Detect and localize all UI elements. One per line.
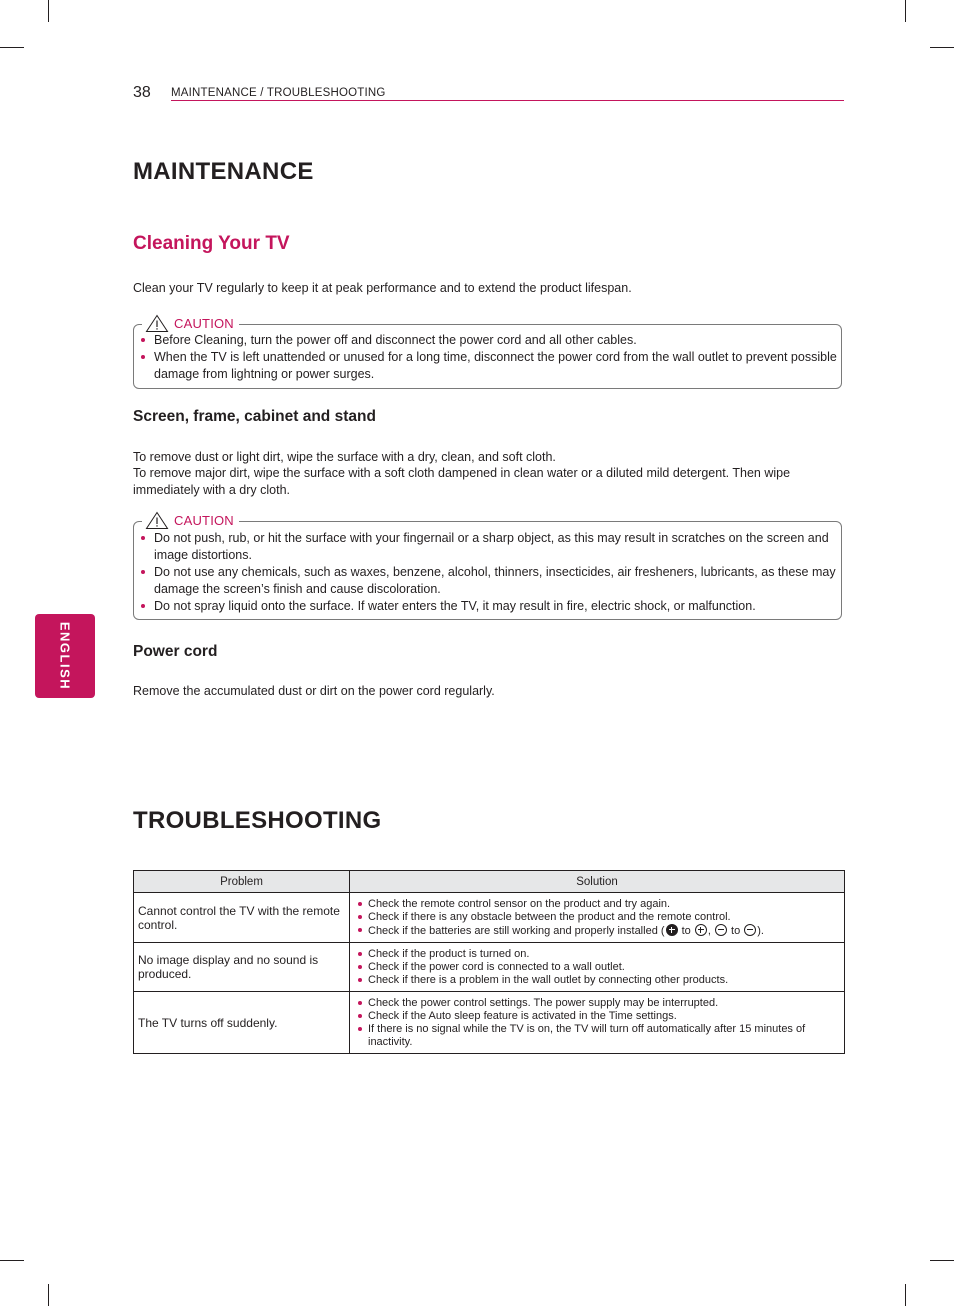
language-tab xyxy=(35,614,95,698)
solution-list xyxy=(353,997,838,1049)
solution-item: Check if the product is turned on. xyxy=(353,948,838,961)
caution-label xyxy=(142,511,239,530)
solution-item-text: , xyxy=(707,924,714,937)
maintenance-title: MAINTENANCE xyxy=(133,158,314,185)
crop-mark xyxy=(905,1284,906,1306)
column-header-solution: Solution xyxy=(350,871,845,893)
crop-mark xyxy=(48,0,49,22)
warning-triangle-icon xyxy=(145,314,169,333)
solution-item: Check if there is any obstacle between the product and the remote control. xyxy=(353,911,838,924)
problem-cell: No image display and no sound is produced. xyxy=(134,943,350,992)
column-header-problem: Problem xyxy=(134,871,350,893)
caution-text: CAUTION xyxy=(174,513,234,528)
caution-box-cleaning xyxy=(133,316,842,389)
caution-item: Do not use any chemicals, such as waxes, benzene, alcohol, thinners, insecticides, air fresheners, lubricants, as these may damage the screen’s finish and cause discoloration. xyxy=(134,564,841,598)
solution-item-text: to xyxy=(727,924,744,937)
plus-circle-icon xyxy=(666,924,678,936)
solution-list xyxy=(353,898,838,938)
table-row xyxy=(134,893,845,943)
table-row xyxy=(134,943,845,992)
screen-text-light: To remove dust or light dirt, wipe the surface with a dry, clean, and soft cloth. xyxy=(133,450,556,464)
caution-box-screen xyxy=(133,513,842,620)
power-cord-text: Remove the accumulated dust or dirt on the power cord regularly. xyxy=(133,684,495,698)
cleaning-intro: Clean your TV regularly to keep it at peak performance and to extend the product lifespan. xyxy=(133,281,632,295)
solution-item-text: to xyxy=(678,924,694,937)
screen-section-title: Screen, frame, cabinet and stand xyxy=(133,408,376,425)
solution-list xyxy=(353,948,838,987)
solution-item: If there is no signal while the TV is on, the TV will turn off automatically after 15 minutes of inactivity. xyxy=(353,1023,838,1049)
solution-item: Check if the power cord is connected to a wall outlet. xyxy=(353,961,838,974)
table-row xyxy=(134,992,845,1054)
solution-item xyxy=(353,924,838,938)
language-tab-label: ENGLISH xyxy=(57,621,73,691)
screen-text-major: To remove major dirt, wipe the surface with a soft cloth dampened in clean water or a diluted mild detergent. Then wipe immediately with a dry cloth. xyxy=(133,466,791,497)
minus-circle-icon xyxy=(744,924,756,936)
cleaning-title: Cleaning Your TV xyxy=(133,233,290,254)
solution-item: Check the power control settings. The power supply may be interrupted. xyxy=(353,997,838,1010)
plus-circle-icon xyxy=(695,924,707,936)
crop-mark xyxy=(0,47,24,48)
problem-cell: Cannot control the TV with the remote control. xyxy=(134,893,350,943)
solution-item: Check the remote control sensor on the product and try again. xyxy=(353,898,838,911)
crop-mark xyxy=(930,47,954,48)
page-header xyxy=(133,84,844,102)
running-title: MAINTENANCE / TROUBLESHOOTING xyxy=(171,87,386,99)
header-rule xyxy=(171,100,844,101)
solution-item: Check if there is a problem in the wall outlet by connecting other products. xyxy=(353,974,838,987)
caution-item: When the TV is left unattended or unused for a long time, disconnect the power cord from the wall outlet to prevent possible damage from lightning or power surges. xyxy=(134,349,841,383)
solution-cell xyxy=(350,992,845,1054)
caution-list xyxy=(134,332,841,383)
caution-item: Do not spray liquid onto the surface. If water enters the TV, it may result in fire, electric shock, or malfunction. xyxy=(134,598,841,615)
crop-mark xyxy=(930,1260,954,1261)
caution-item: Do not push, rub, or hit the surface with your fingernail or a sharp object, as this may result in scratches on the screen and image distortions. xyxy=(134,530,841,564)
caution-label xyxy=(142,314,239,333)
crop-mark xyxy=(48,1284,49,1306)
power-cord-title: Power cord xyxy=(133,643,218,660)
solution-item-text: Check if the batteries are still working and properly installed ( xyxy=(368,924,665,937)
solution-item: Check if the Auto sleep feature is activated in the Time settings. xyxy=(353,1010,838,1023)
problem-cell: The TV turns off suddenly. xyxy=(134,992,350,1054)
solution-item-text: ). xyxy=(757,924,764,937)
solution-cell xyxy=(350,943,845,992)
troubleshooting-table xyxy=(133,870,845,1054)
troubleshooting-title: TROUBLESHOOTING xyxy=(133,807,382,834)
minus-circle-icon xyxy=(715,924,727,936)
warning-triangle-icon xyxy=(145,511,169,530)
crop-mark xyxy=(0,1260,24,1261)
page-number: 38 xyxy=(133,84,151,101)
caution-text: CAUTION xyxy=(174,316,234,331)
table-header-row xyxy=(134,871,845,893)
caution-item: Before Cleaning, turn the power off and disconnect the power cord and all other cables. xyxy=(134,332,841,349)
crop-mark xyxy=(905,0,906,22)
caution-list xyxy=(134,530,841,615)
solution-cell xyxy=(350,893,845,943)
